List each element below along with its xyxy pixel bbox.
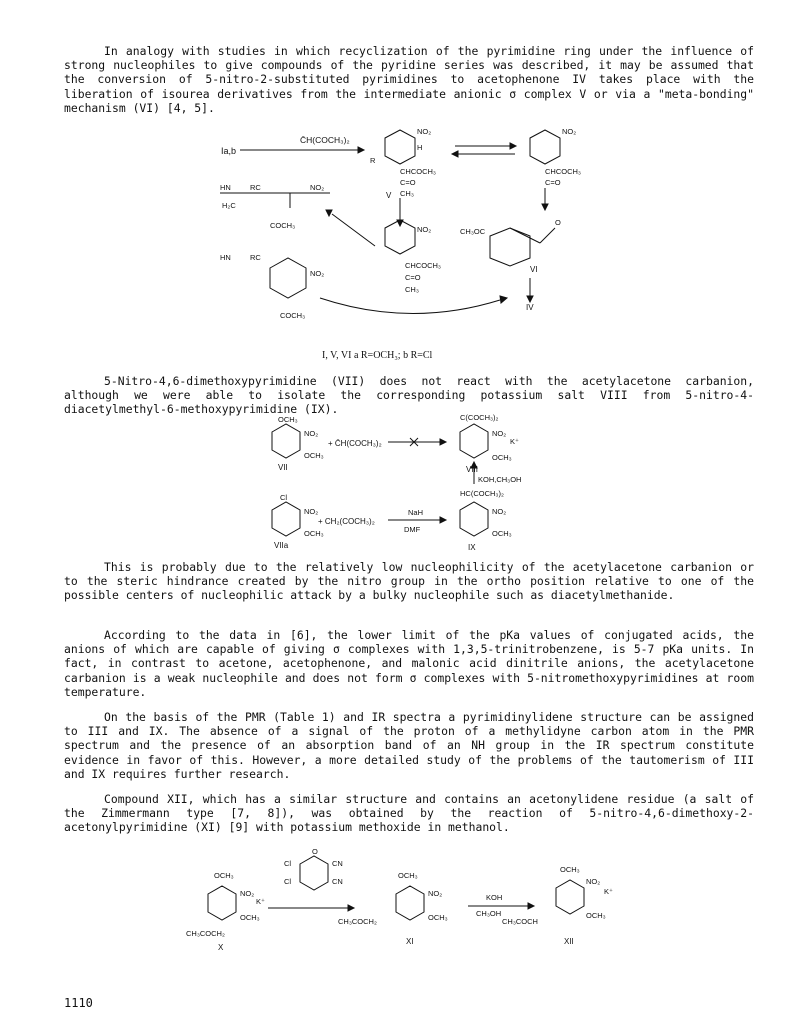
group-label: HN bbox=[220, 253, 231, 262]
group-label: O bbox=[555, 218, 561, 227]
group-label: CH₃COCH₂ bbox=[186, 929, 225, 938]
condition-bottom-label: DMF bbox=[404, 525, 421, 534]
group-label: NO₂ bbox=[492, 429, 507, 438]
start-compound-label: Ia,b bbox=[220, 146, 236, 156]
compound-label-viii: VIII bbox=[466, 465, 479, 474]
group-label: CHCOCH₃ bbox=[405, 261, 441, 270]
group-label: HN bbox=[220, 183, 231, 192]
group-label: OCH₃ bbox=[304, 451, 324, 460]
group-label: NO₂ bbox=[310, 269, 325, 278]
paragraph-5: On the basis of the PMR (Table 1) and IR spectra a pyrimidinylidene structure can be assigned to III and IX. The absence of a signal of the proton of a methylidyne carbon atom in the PMR spectrum and the presence of an absorption band of an NH group in the IR spectrum constitute evidence in favor of this. However, a more detailed study of the problems of the tautomerism of III and IX requires further research. bbox=[64, 710, 754, 781]
condition-bottom-label: CH₃OH bbox=[476, 909, 502, 918]
group-label: Cl bbox=[284, 859, 292, 868]
group-label: OCH₃ bbox=[492, 529, 512, 538]
group-label: C=O bbox=[400, 178, 416, 187]
group-label: CHCOCH₃ bbox=[400, 167, 436, 176]
reagent-top-label: + C̄H(COCH₃)₂ bbox=[328, 439, 382, 448]
paragraph-4: According to the data in [6], the lower limit of the pKa values of conjugated acids, the anions of which are capable of giving σ complexes with 1,3,5-trinitrobenzene, is 5-7 pKa units. In fact, in contrast to acetone, acetophenone, and malonic acid dinitrile anions, the acetylacetone carbanion is a weak nucleophile and does not form σ complexes with 5-nitromethoxypyrimidines at room temperature. bbox=[64, 628, 754, 699]
group-label: R bbox=[370, 156, 376, 165]
group-label: OCH₃ bbox=[492, 453, 512, 462]
group-label: OCH₃ bbox=[304, 529, 324, 538]
group-label: OCH₃ bbox=[240, 913, 260, 922]
group-label: NO₂ bbox=[428, 889, 443, 898]
condition-top-label: NaH bbox=[408, 508, 424, 517]
group-label: COCH₃ bbox=[270, 221, 296, 230]
group-label: OCH₃ bbox=[586, 911, 606, 920]
compound-label-vi: VI bbox=[530, 265, 538, 274]
group-label: C=O bbox=[545, 178, 561, 187]
group-label: COCH₃ bbox=[280, 311, 306, 320]
group-label: CH₃ bbox=[405, 285, 419, 294]
compound-label-vii: VII bbox=[278, 463, 288, 472]
compound-label-v: V bbox=[386, 191, 392, 200]
group-label: CH₃ bbox=[400, 189, 414, 198]
group-label: RC bbox=[250, 253, 261, 262]
vertical-condition: KOH,CH₃OH bbox=[478, 475, 522, 484]
paragraph-6: Compound XII, which has a similar structure and contains an acetonylidene residue (a salt of the Zimmermann type [7, 8]), was obtained by the reaction of 5-nitro-4,6-dimethoxy-2-acetonylpyrimidine (XI) [9] with potassium methoxide in methanol. bbox=[64, 792, 754, 835]
group-label: H bbox=[417, 143, 423, 152]
group-label: C=O bbox=[405, 273, 421, 282]
group-label: CH₃COCH₂ bbox=[338, 917, 377, 926]
page-number: 1110 bbox=[64, 996, 93, 1010]
paragraph-1: In analogy with studies in which recyclization of the pyrimidine ring under the influence of strong nucleophiles to give compounds of the pyridine series was described, it may be assumed that the conversion of 5-nitro-2-substituted pyrimidines to acetophenone IV takes place with the liberation of isourea derivatives from the intermediate anionic σ complex V or via a "meta-bonding" mechanism (VI) [4, 5]. bbox=[64, 44, 754, 115]
compound-label-xi: XI bbox=[406, 937, 414, 946]
group-label: K⁺ bbox=[604, 887, 613, 896]
group-label: RC bbox=[250, 183, 261, 192]
reaction-scheme-1 bbox=[210, 128, 600, 348]
group-label: CN bbox=[332, 877, 343, 886]
group-label: NO₂ bbox=[310, 183, 325, 192]
group-label: H₂C bbox=[222, 201, 236, 210]
reagent-bottom-label: + CH₂(COCH₃)₂ bbox=[318, 517, 375, 526]
group-label: NO₂ bbox=[240, 889, 255, 898]
compound-label-x: X bbox=[218, 943, 224, 952]
group-label: OCH₃ bbox=[428, 913, 448, 922]
group-label: CHCOCH₃ bbox=[545, 167, 581, 176]
group-label: NO₂ bbox=[417, 225, 432, 234]
group-label: O bbox=[312, 848, 318, 856]
reaction-scheme-3 bbox=[178, 848, 618, 958]
group-label: Cl bbox=[280, 493, 288, 502]
group-label: OCH₃ bbox=[560, 865, 580, 874]
group-label: NO₂ bbox=[304, 507, 319, 516]
group-label: K⁺ bbox=[510, 437, 519, 446]
group-label: Cl bbox=[284, 877, 292, 886]
group-label: CN bbox=[332, 859, 343, 868]
group-label: NO₂ bbox=[304, 429, 319, 438]
group-label: NO₂ bbox=[562, 128, 577, 136]
group-label: CH₃OC bbox=[460, 227, 486, 236]
group-label: CH₃COCH bbox=[502, 917, 538, 926]
group-label: NO₂ bbox=[586, 877, 601, 886]
group-label: NO₂ bbox=[492, 507, 507, 516]
reagent-label: C̄H(COCH₃)₂ bbox=[300, 135, 350, 145]
paragraph-2: 5-Nitro-4,6-dimethoxypyrimidine (VII) does not react with the acetylacetone carbanion, although we were able to isolate the corresponding potassium salt VIII from 5-nitro-4-diacetylmethyl-6-methoxypyrimidine (IX). bbox=[64, 374, 754, 417]
reaction-scheme-2 bbox=[260, 414, 560, 554]
paragraph-3: This is probably due to the relatively low nucleophilicity of the acetylacetone carbanion or to the steric hindrance created by the nitro group in the ortho position relative to one of the possible centers of nucleophilic attack by a bulky nucleophile such as diacetylmethanide. bbox=[64, 560, 754, 603]
compound-label-ix: IX bbox=[468, 543, 476, 552]
group-label: K⁺ bbox=[256, 897, 265, 906]
group-label: NO₂ bbox=[417, 128, 432, 136]
group-label: OCH₃ bbox=[398, 871, 418, 880]
group-label: C(COCH₃)₂ bbox=[460, 414, 499, 422]
group-label: OCH₃ bbox=[214, 871, 234, 880]
compound-label-xii: XII bbox=[564, 937, 574, 946]
compound-label-iv: IV bbox=[526, 303, 534, 312]
scheme-1-caption: I, V, VI a R=OCH₃; b R=Cl bbox=[322, 350, 433, 361]
group-label: HC(COCH₃)₂ bbox=[460, 489, 504, 498]
compound-label-viia: VIIa bbox=[274, 541, 289, 550]
condition-top-label: KOH bbox=[486, 893, 503, 902]
group-label: OCH₃ bbox=[278, 415, 298, 424]
